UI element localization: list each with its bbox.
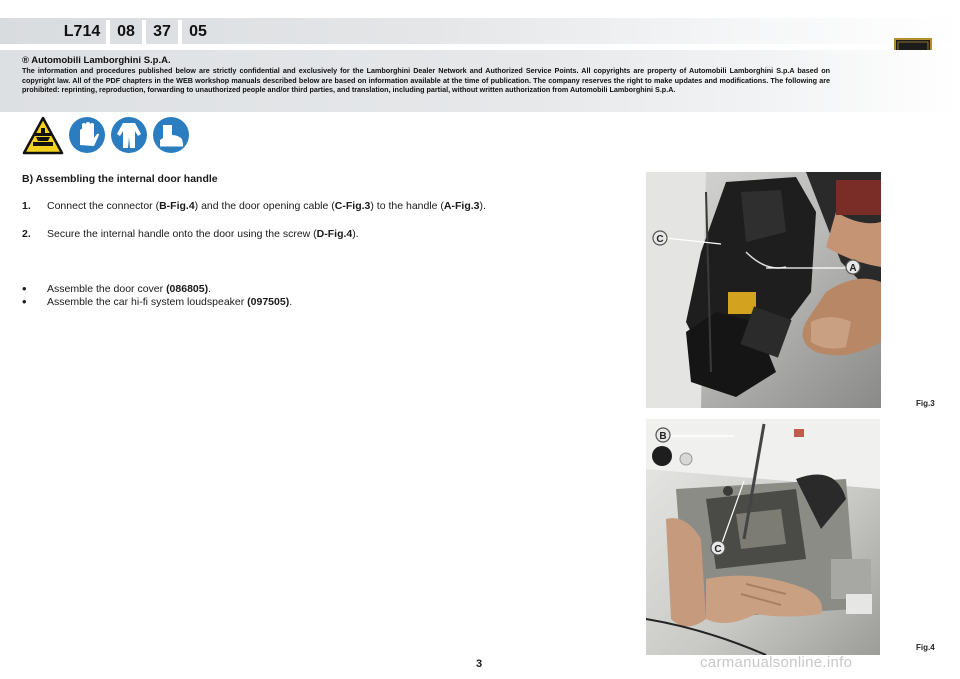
safety-shoes-icon [152,116,190,154]
step-number: 2. [22,228,31,240]
code-separator [142,20,146,44]
bullet-dot: • [22,294,27,309]
step-text: Connect the connector (B-Fig.4) and the door opening cable (C-Fig.3) to the handle (A-Fig.3). [47,200,486,212]
crush-warning-icon [22,116,64,156]
manual-code-group: 08 [117,23,135,40]
figure-reference: B-Fig.4 [159,200,195,212]
company-name: ® Automobili Lamborghini S.p.A. [22,55,171,66]
manual-code-subgroup: 37 [153,23,171,40]
procedure-reference: (097505) [247,296,290,308]
figure-3-caption: Fig.3 [916,399,935,408]
bullet-text: Assemble the door cover (086805). [47,283,212,295]
bullet-text: Assemble the car hi-fi system loudspeaker (097505). [47,296,293,308]
code-separator [178,20,182,44]
figure-4-photo [646,419,880,655]
overalls-icon [110,116,148,154]
figure-reference: A-Fig.3 [443,200,480,212]
gloves-icon [68,116,106,154]
code-separator [106,20,110,44]
figure-reference: C-Fig.3 [334,200,371,212]
figure-label: B [659,431,667,442]
watermark: carmanualsonline.info [700,654,853,671]
manual-code-section: 05 [189,23,207,40]
figure-label: C [714,544,722,555]
manual-code-model: L714 [63,23,101,40]
figure-4-caption: Fig.4 [916,643,935,652]
bullet-dot: • [22,281,27,296]
figure-label: C [656,234,664,245]
figure-reference: D-Fig.4 [316,228,353,240]
page-number: 3 [476,658,483,670]
procedure-reference: (086805) [166,283,209,295]
figure-3-photo [646,172,881,408]
step-number: 1. [22,200,31,212]
step-text: Secure the internal handle onto the door using the screw (D-Fig.4). [47,228,359,240]
section-title: B) Assembling the internal door handle [22,173,218,185]
figure-label: A [849,263,857,274]
confidentiality-notice: The information and procedures published below are strictly confidential and exclusively for the Lamborghini Dealer Network and Authorized Service Points. All copyrights are property of Automobili Lamborghini S.p.A based on copyright law. All of the PDF chapters in the WEB workshop manuals described below are based on information available at the time of publication. The company reserves the right to make updates and modifications. The following are prohibited: reprinting, reproduction, forwarding to unauthorized people and/or third parties, and translation, including partial, without written authorization from Automobili Lamborghini S.p.A. [22,66,830,95]
